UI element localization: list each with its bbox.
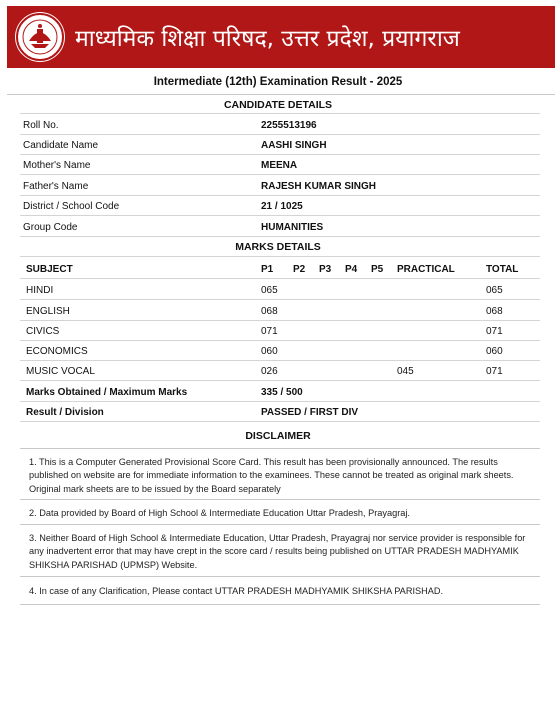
candidate-name-value: AASHI SINGH: [261, 140, 327, 151]
p1-cell: 068: [261, 306, 278, 317]
group-code-label: Group Code: [23, 222, 78, 233]
subject-cell: HINDI: [26, 285, 54, 296]
candidate-name-label: Candidate Name: [23, 140, 99, 151]
col-p3: P3: [319, 264, 332, 275]
p1-cell: 060: [261, 346, 278, 357]
divider: [20, 113, 540, 114]
col-total: TOTAL: [486, 264, 519, 275]
p1-cell: 026: [261, 366, 278, 377]
subject-cell: CIVICS: [26, 326, 60, 337]
district-school-code-label: District / School Code: [23, 201, 120, 212]
roll-no-value: 2255513196: [261, 120, 317, 131]
col-p5: P5: [371, 264, 384, 275]
marks-obtained-value: 335 / 500: [261, 387, 303, 398]
board-logo-icon: [15, 12, 65, 62]
total-cell: 071: [486, 366, 503, 377]
disclaimer-item: 1. This is a Computer Generated Provisional Score Card. This result has been provisionally announced. The results published on website are for immediate information to the examinees. These cannot be treated as original mark sheets. Original mark sheets are to be issued by the Board separately: [29, 457, 514, 494]
exam-title: Intermediate (12th) Examination Result - 2025: [153, 76, 403, 88]
marks-details-heading: MARKS DETAILS: [235, 241, 321, 253]
district-school-code-value: 21 / 1025: [261, 201, 303, 212]
father-name-label: Father's Name: [23, 181, 89, 192]
col-subject: SUBJECT: [26, 264, 73, 275]
disclaimer-heading: DISCLAIMER: [245, 430, 311, 442]
col-p4: P4: [345, 264, 358, 275]
father-name-value: RAJESH KUMAR SINGH: [261, 181, 377, 192]
disclaimer-item: 2. Data provided by Board of High School & Intermediate Education Uttar Pradesh, Prayagraj.: [29, 508, 410, 518]
marks-obtained-label: Marks Obtained / Maximum Marks: [26, 387, 188, 398]
board-title: माध्यमिक शिक्षा परिषद, उत्तर प्रदेश, प्रयागराज: [75, 26, 460, 52]
subject-cell: MUSIC VOCAL: [26, 366, 95, 377]
p1-cell: 071: [261, 326, 278, 337]
disclaimer-item: 3. Neither Board of High School & Intermediate Education, Uttar Pradesh, Prayagraj nor service provider is responsible for any inadvertent error that may have crept in the score card / results being published on UTTAR PRADESH MADHYAMIK SHIKSHA PARISHAD (UPMSP) Website.: [29, 533, 526, 570]
total-cell: 068: [486, 306, 503, 317]
result-division-label: Result / Division: [26, 407, 104, 418]
total-cell: 065: [486, 285, 503, 296]
subject-cell: ECONOMICS: [26, 346, 88, 357]
divider: [7, 94, 555, 95]
mother-name-value: MEENA: [261, 160, 298, 171]
p1-cell: 065: [261, 285, 278, 296]
roll-no-label: Roll No.: [23, 120, 59, 131]
total-cell: 060: [486, 346, 503, 357]
practical-cell: 045: [397, 366, 414, 377]
result-division-value: PASSED / FIRST DIV: [261, 407, 359, 418]
col-p1: P1: [261, 264, 274, 275]
disclaimer-item: 4. In case of any Clarification, Please contact UTTAR PRADESH MADHYAMIK SHIKSHA PARISHAD.: [29, 586, 444, 596]
total-cell: 071: [486, 326, 503, 337]
candidate-details-heading: CANDIDATE DETAILS: [223, 99, 333, 111]
subject-cell: ENGLISH: [26, 306, 70, 317]
mother-name-label: Mother's Name: [23, 160, 91, 171]
col-p2: P2: [293, 264, 306, 275]
group-code-value: HUMANITIES: [261, 222, 324, 233]
site-header: [7, 6, 555, 68]
col-practical: PRACTICAL: [397, 264, 455, 275]
